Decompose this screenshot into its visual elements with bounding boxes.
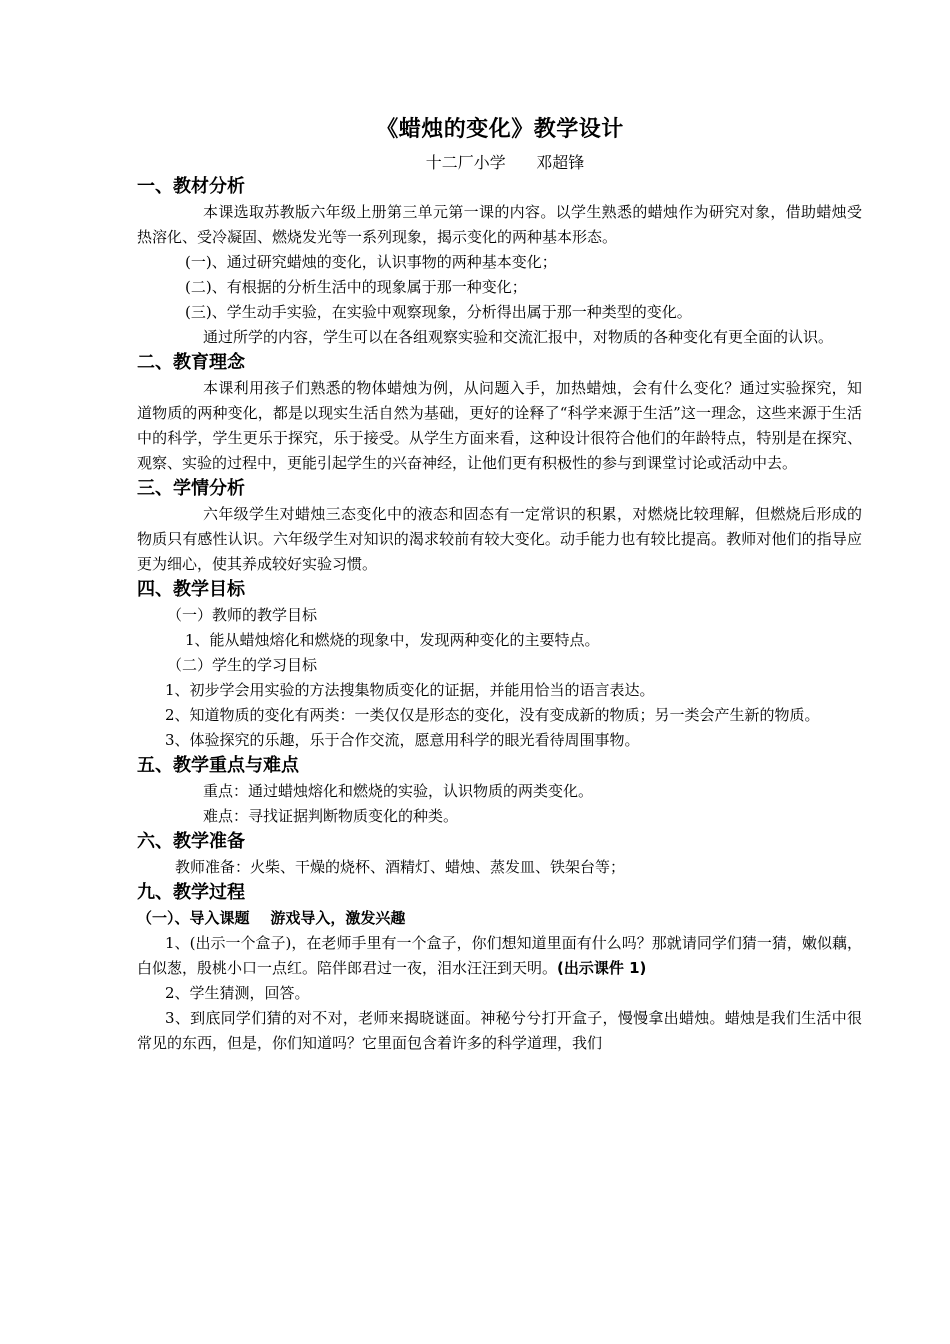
paragraph: 六年级学生对蜡烛三态变化中的液态和固态有一定常识的积累，对燃烧比较理解，但燃烧后形成的物质只有感性认识。六年级学生对知识的渴求较前有较大变化。动手能力也有较比提高。教师对他们的指导应更为细心，使其养成较好实验习惯。 xyxy=(137,505,862,573)
paragraph: 本课利用孩子们熟悉的物体蜡烛为例，从问题入手，加热蜡烛，会有什么变化？通过实验探究，知道物质的两种变化，都是以现实生活自然为基础，更好的诠释了“科学来源于生活”这一理念，这些来源于生活中的科学，学生更乐于探究，乐于接受。从学生方面来看，这种设计很符合他们的年龄特点，特别是在探究、观察、实验的过程中，更能引起学生的兴奋神经，让他们更有积极性的参与到课堂讨论或活动中去。 xyxy=(137,379,862,472)
paragraph: 2、学生猜测，回答。 xyxy=(165,984,310,1002)
list-item: 1、能从蜡烛熔化和燃烧的现象中，发现两种变化的主要特点。 xyxy=(185,631,600,649)
paragraph xyxy=(137,931,862,981)
section-heading-4: 四、教学目标 xyxy=(137,579,245,600)
list-item: (一)、通过研究蜡烛的变化，认识事物的两种基本变化； xyxy=(185,253,557,271)
subsection-heading: （一）、导入课题 游戏导入，激发兴趣 xyxy=(137,909,406,927)
key-point: 重点：通过蜡烛熔化和燃烧的实验，认识物质的两类变化。 xyxy=(203,782,594,800)
section-heading-2: 二、教育理念 xyxy=(137,352,245,373)
list-item: (二)、有根据的分析生活中的现象属于那一种变化； xyxy=(185,278,527,296)
section-heading-6: 六、教学准备 xyxy=(137,831,245,852)
list-item: 3、体验探究的乐趣，乐于合作交流，愿意用科学的眼光看待周围事物。 xyxy=(165,731,640,749)
paragraph: 本课选取苏教版六年级上册第三单元第一课的内容。以学生熟悉的蜡烛作为研究对象，借助蜡烛受热溶化、受冷凝固、燃烧发光等一系列现象，揭示变化的两种基本形态。 xyxy=(137,203,862,246)
section-heading-1: 一、教材分析 xyxy=(137,176,245,197)
courseware-note: (出示课件 1) xyxy=(557,959,647,977)
subsection-label: （一）教师的教学目标 xyxy=(167,606,318,624)
difficult-point: 难点：寻找证据判断物质变化的种类。 xyxy=(203,807,459,825)
section-heading-3: 三、学情分析 xyxy=(137,478,245,499)
paragraph: 通过所学的内容，学生可以在各组观察实验和交流汇报中，对物质的各种变化有更全面的认识。 xyxy=(203,328,834,346)
section-heading-9: 九、教学过程 xyxy=(137,882,245,903)
document-title: 《蜡烛的变化》教学设计 xyxy=(376,116,624,142)
section-heading-5: 五、教学重点与难点 xyxy=(137,755,299,776)
list-item: 1、初步学会用实验的方法搜集物质变化的证据，并能用恰当的语言表达。 xyxy=(165,681,655,699)
document-body xyxy=(137,174,862,1056)
paragraph-text: 1、(出示一个盒子)，在老师手里有一个盒子，你们想知道里面有什么吗？那就请同学们猜一猜，嫩似藕，白似葱，殷桃小口一点红。陪伴郎君过一夜，泪水汪汪到天明。 xyxy=(137,934,862,977)
subsection-label: （二）学生的学习目标 xyxy=(167,656,318,674)
list-item: 2、知道物质的变化有两类：一类仅仅是形态的变化，没有变成新的物质；另一类会产生新的物质。 xyxy=(165,706,820,724)
list-item: (三)、学生动手实验，在实验中观察现象，分析得出属于那一种类型的变化。 xyxy=(185,303,692,321)
author-byline: 十二厂小学 邓超锋 xyxy=(425,153,585,172)
paragraph: 3、到底同学们猜的对不对，老师来揭晓谜面。神秘兮兮打开盒子，慢慢拿出蜡烛。蜡烛是我们生活中很常见的东西，但是，你们知道吗？它里面包含着许多的科学道理，我们 xyxy=(137,1009,862,1052)
preparation-list: 教师准备：火柴、干燥的烧杯、酒精灯、蜡烛、蒸发皿、铁架台等； xyxy=(175,858,626,876)
